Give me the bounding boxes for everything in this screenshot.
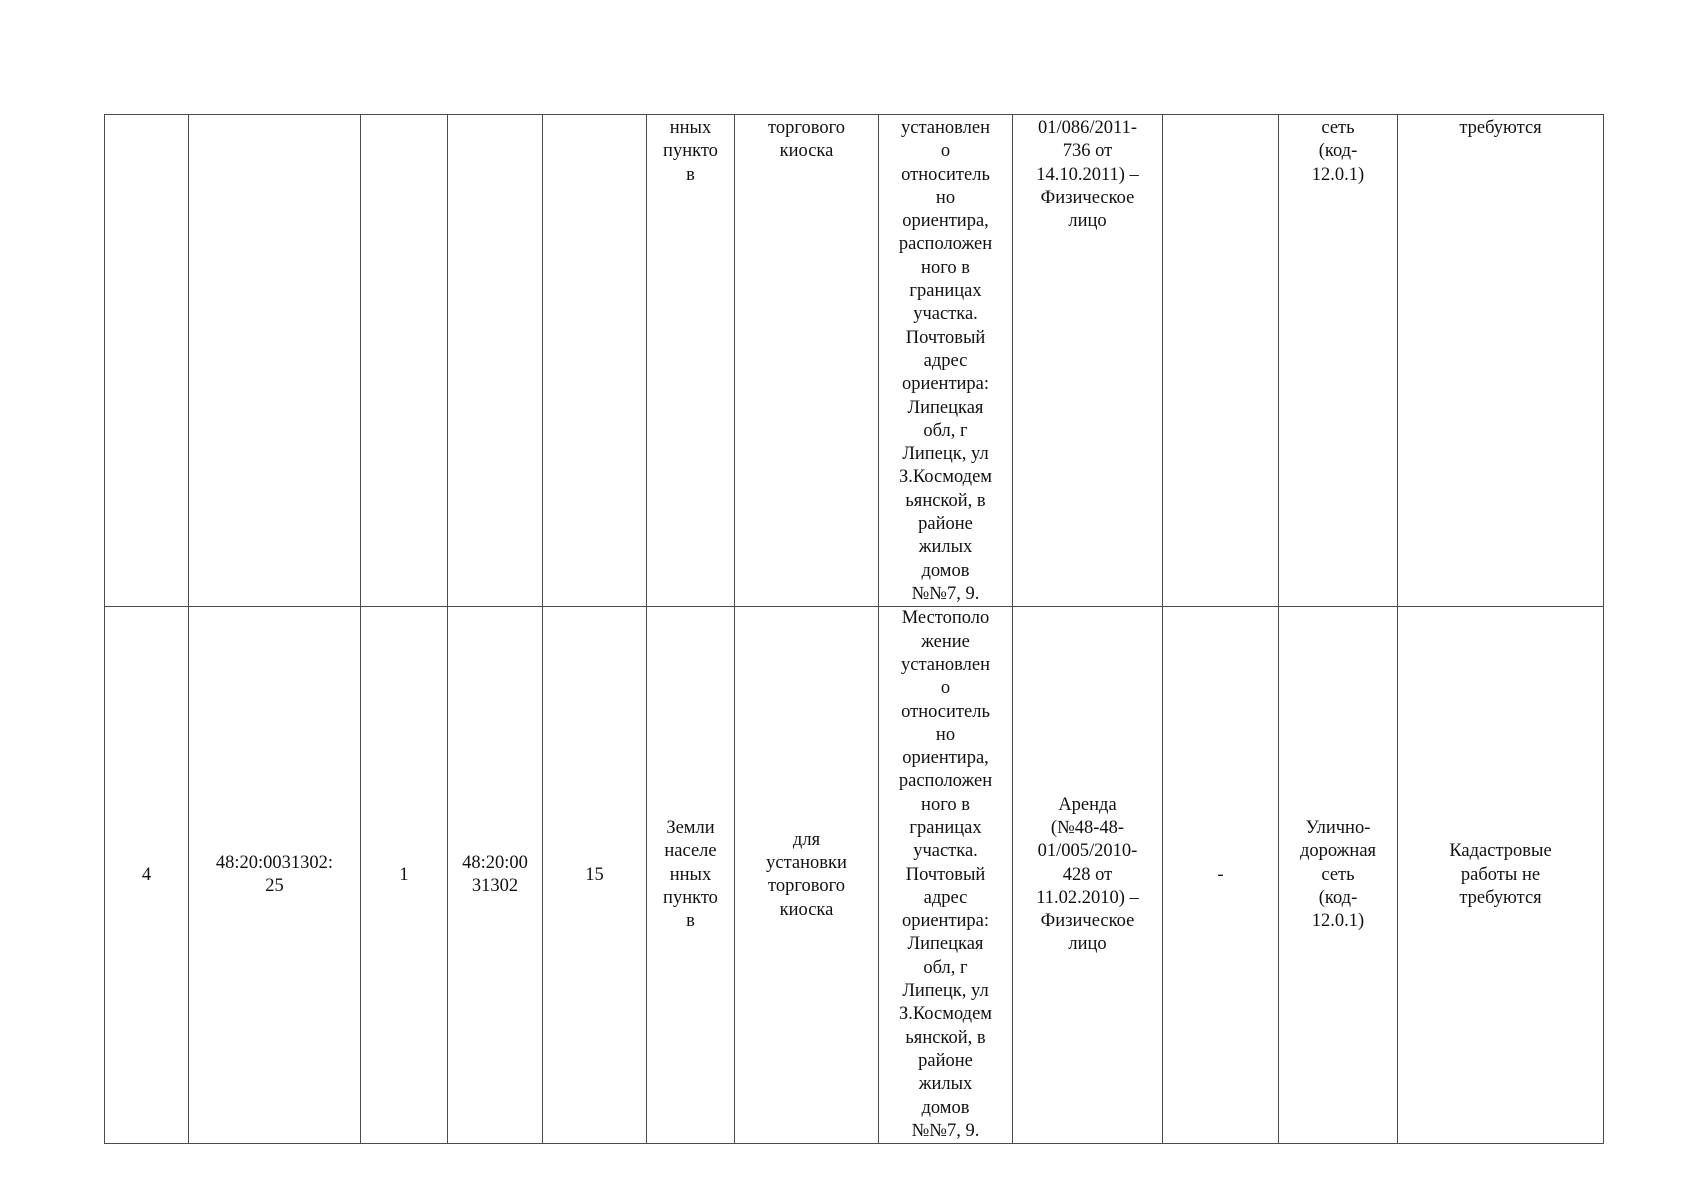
land-plots-table: [104, 114, 1604, 1144]
cell-area: [543, 115, 647, 607]
cell-territorial-zone: сеть (код- 12.0.1): [1279, 115, 1398, 607]
cell-cadastral-number: [189, 115, 361, 607]
cell-quarter: 48:20:00 31302: [448, 607, 543, 1144]
cell-quarter: [448, 115, 543, 607]
table-row: [105, 115, 1604, 607]
cell-number: 4: [105, 607, 189, 1144]
cell-location: установлен о относитель но ориентира, расположен ного в границах участка. Почтовый адрес ориентира: Липецкая обл, г Липецк, ул З.Космодем ьянской, в районе жилых домов №№7, 9.: [879, 115, 1013, 607]
cell-cadastral-works: требуются: [1398, 115, 1604, 607]
cell-number: [105, 115, 189, 607]
cell-extra: -: [1163, 607, 1279, 1144]
cell-cadastral-number: 48:20:0031302: 25: [189, 607, 361, 1144]
table-row: [105, 607, 1604, 1144]
cell-area: 15: [543, 607, 647, 1144]
cell-territorial-zone: Улично- дорожная сеть (код- 12.0.1): [1279, 607, 1398, 1144]
cell-land-category: нных пункто в: [647, 115, 735, 607]
cell-location: Местополо жение установлен о относитель но ориентира, расположен ного в границах участка. Почтовый адрес ориентира: Липецкая обл, г Липецк, ул З.Космодем ьянской, в районе жилых домов №№7, 9.: [879, 607, 1013, 1144]
cell-count: [361, 115, 448, 607]
cell-land-category: Земли населе нных пункто в: [647, 607, 735, 1144]
cell-encumbrance: Аренда (№48-48- 01/005/2010- 428 от 11.02.2010) – Физическое лицо: [1013, 607, 1163, 1144]
cell-permitted-use: для установки торгового киоска: [735, 607, 879, 1144]
cell-cadastral-works: Кадастровые работы не требуются: [1398, 607, 1604, 1144]
cell-count: 1: [361, 607, 448, 1144]
cell-permitted-use: торгового киоска: [735, 115, 879, 607]
cell-encumbrance: 01/086/2011- 736 от 14.10.2011) – Физическое лицо: [1013, 115, 1163, 607]
cell-extra: [1163, 115, 1279, 607]
